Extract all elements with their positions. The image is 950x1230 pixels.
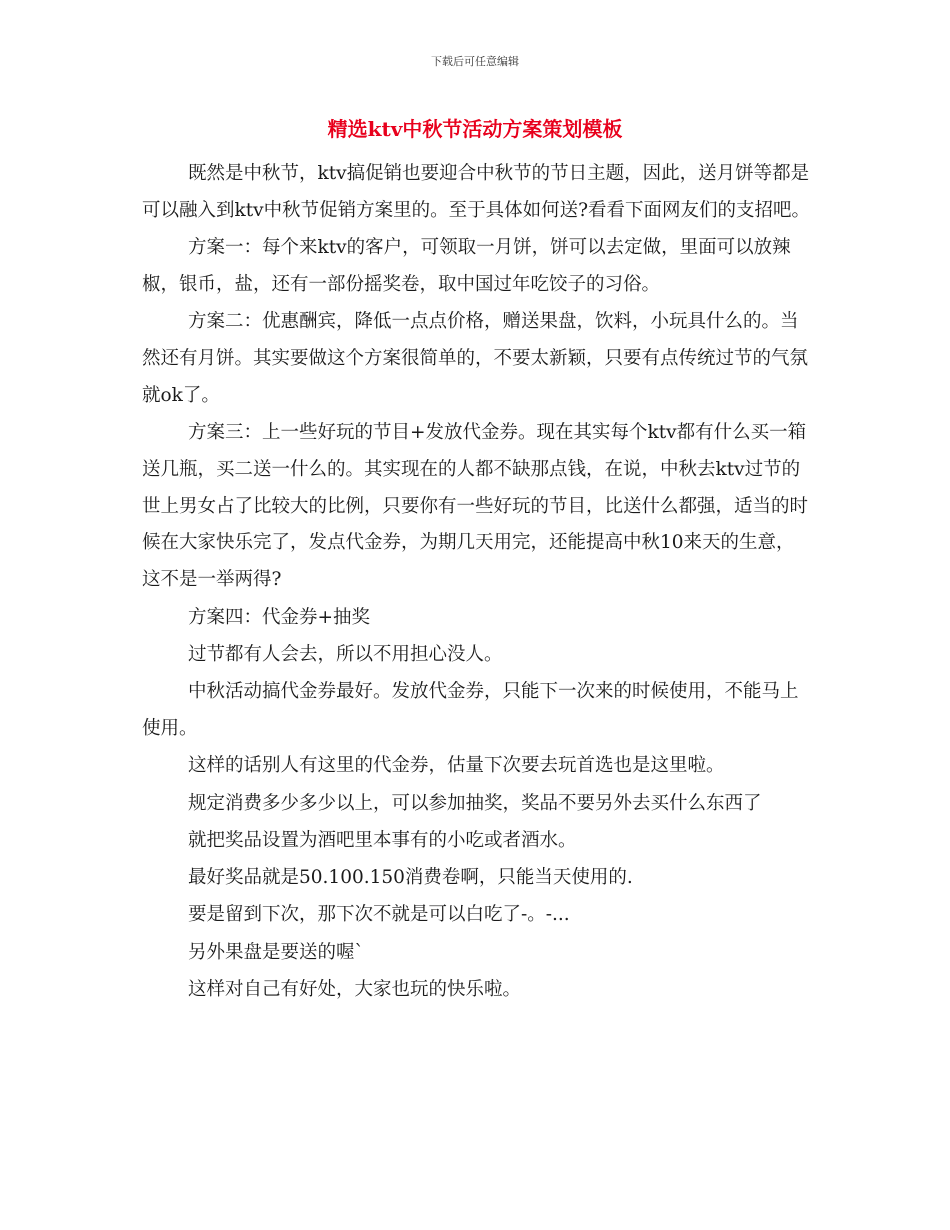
paragraph: 规定消费多少多少以上，可以参加抽奖，奖品不要另外去买什么东西了 [188,792,762,814]
paragraph: 要是留到下次，那下次不就是可以白吃了-。-... [188,904,570,926]
paragraph: 过节都有人会去，所以不用担心没人。 [188,643,503,665]
paragraph: 最好奖品就是50.100.150消费卷啊，只能当天使用的. [188,867,633,889]
paragraph-plan-4-heading: 方案四：代金券+抽奖 [188,606,371,628]
header-note: 下载后可任意编辑 [431,55,519,68]
document-title: 精选ktv中秋节活动方案策划模板 [327,117,623,141]
paragraph: 中秋活动搞代金券最好。发放代金券，只能下一次来的时候使用，不能马上使用。 [142,681,799,739]
paragraph-intro: 既然是中秋节，ktv搞促销也要迎合中秋节的节日主题，因此，送月饼等都是可以融入到ktv中秋节促销方案里的。至于具体如何送?看看下面网友们的支招吧。 [142,163,811,221]
paragraph: 就把奖品设置为酒吧里本事有的小吃或者酒水。 [188,829,577,851]
paragraph-plan-3: 方案三：上一些好玩的节目+发放代金券。现在其实每个ktv都有什么买一箱送几瓶，买二送一什么的。其实现在的人都不缺那点钱，在说，中秋去ktv过节的世上男女占了比较大的比例，只要你有一些好玩的节目，比送什么都强，适当的时候在大家快乐完了，发点代金券，为期几天用完，还能提高中秋10来天的生意，这不是一举两得? [142,422,809,591]
document-body [142,156,812,1009]
paragraph: 另外果盘是要送的喔` [188,941,364,963]
paragraph-plan-2: 方案二：优惠酬宾，降低一点点价格，赠送果盘，饮料，小玩具什么的。当然还有月饼。其实要做这个方案很简单的，不要太新颖，只要有点传统过节的气氛就ok了。 [142,311,809,406]
paragraph: 这样对自己有好处，大家也玩的快乐啦。 [188,979,522,1001]
paragraph: 这样的话别人有这里的代金券，估量下次要去玩首选也是这里啦。 [188,755,725,777]
paragraph-plan-1: 方案一：每个来ktv的客户，可领取一月饼，饼可以去定做，里面可以放辣椒，银币，盐，还有一部份摇奖卷，取中国过年吃饺子的习俗。 [142,237,791,295]
